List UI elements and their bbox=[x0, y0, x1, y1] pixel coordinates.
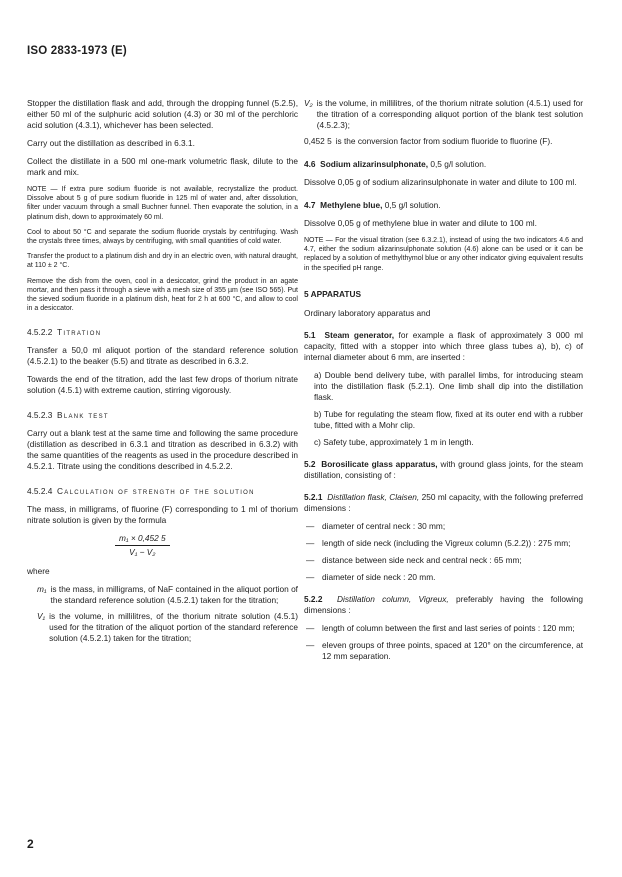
paragraph: Dissolve 0,05 g of methylene blue in water and dilute to 100 ml. bbox=[304, 218, 537, 228]
page-header: ISO 2833-1973 (E) bbox=[27, 45, 127, 57]
note: Cool to about 50 °C and separate the sodium fluoride crystals by centrifuging. Wash the crystals three times, always by centrifuging, with small quantities of cold water. bbox=[27, 228, 298, 246]
paragraph: The mass, in milligrams, of fluorine (F) corresponding to 1 ml of thorium nitrate solution is given by the formula bbox=[27, 504, 298, 526]
list-item: — diameter of central neck : 30 mm; bbox=[306, 520, 446, 531]
where-label: where bbox=[27, 566, 50, 577]
section-heading-521: 5.2.1 Distillation flask, Claisen, 250 ml capacity, with the following preferred dimensions : bbox=[304, 491, 583, 513]
note: Transfer the product to a platinum dish and dry in an electric oven, with natural draught, at 110 ± 2 °C. bbox=[27, 253, 298, 270]
formula bbox=[27, 533, 298, 558]
section-heading-522: 5.2.2 Distillation column, Vigreux, preferably having the following dimensions : bbox=[304, 593, 583, 615]
list-item: — length of side neck (including the Vigreux column (5.2.2)) : 275 mm; bbox=[306, 537, 571, 548]
definition-v2: V₂ is the volume, in millilitres, of the thorium nitrate solution (4.5.1) used for the titration of a corresponding aliquot portion of the blank test solution (4.5.2.3); bbox=[304, 98, 583, 130]
list-item: b) Tube for regulating the steam flow, fixed at its outer end with a rubber tube, fitted with a Mohr clip. bbox=[314, 408, 583, 430]
left-column bbox=[27, 98, 298, 649]
list-item: a) Double bend delivery tube, with parallel limbs, for introducing steam into the distillation flask (5.2.1). One limb shall dip into the distillation flask. bbox=[314, 369, 583, 402]
section-heading-46: 4.6 Sodium alizarinsulphonate, 0,5 g/l solution. bbox=[304, 159, 487, 169]
section-heading-51: 5.1 Steam generator, for example a flask of approximately 3 000 ml capacity, fitted with a stopper into which three glass tubes a), b), c) of internal diameter about 6 mm, are inserted : bbox=[304, 329, 583, 362]
list-item: — distance between side neck and central neck : 65 mm; bbox=[306, 554, 522, 565]
formula-numerator: m₁ × 0,452 5 bbox=[115, 533, 170, 546]
section-heading-4522: 4.5.2.2 Titration bbox=[27, 327, 102, 338]
definition-m1: m₁ is the mass, in milligrams, of NaF contained in the aliquot portion of the standard reference solution (4.5.2.1) taken for the titration; bbox=[37, 584, 298, 606]
formula-denominator: V₁ − V₂ bbox=[129, 547, 156, 558]
list-item: c) Safety tube, approximately 1 m in length. bbox=[314, 436, 474, 447]
paragraph: Dissolve 0,05 g of sodium alizarinsulphonate in water and dilute to 100 ml. bbox=[304, 177, 577, 187]
section-heading-4523: 4.5.2.3 Blank test bbox=[27, 410, 109, 421]
note: NOTE — For the visual titration (see 6.3.2.1), instead of using the two indicators 4.6 and 4.7, either the sodium alizarinsulphonate solution (4.6) alone can be used or it can be replaced by a solution of methylthymol blue or any other indicator giving equivalent results in the specified pH range. bbox=[304, 237, 583, 272]
paragraph: Transfer a 50,0 ml aliquot portion of the standard reference solution (4.5.2.1) to the beaker (5.5) and titrate as described in 6.3.2. bbox=[27, 345, 298, 367]
paragraph: Carry out the distillation as described in 6.3.1. bbox=[27, 138, 195, 148]
formula-fraction bbox=[115, 533, 170, 558]
section-heading-52: 5.2 Borosilicate glass apparatus, with ground glass joints, for the steam distillation, consisting of : bbox=[304, 458, 584, 480]
paragraph: Towards the end of the titration, add the last few drops of thorium nitrate solution (4.5.1) with extreme caution, stirring vigorously. bbox=[27, 374, 298, 396]
paragraph: Stopper the distillation flask and add, through the dropping funnel (5.2.5), either 50 ml of the sulphuric acid solution (4.3) or 30 ml of the perchloric acid solution (4.3.1), whichever has been selected. bbox=[27, 98, 298, 130]
paragraph: Carry out a blank test at the same time and following the same procedure (distillation as described in 6.3.1 and titration as described in 6.3.2) with the same quantities of the reagents as used in the procedure described in 4.5.2.1. Titrate using the conditions described in 4.5.2.2. bbox=[27, 428, 298, 472]
paragraph: Ordinary laboratory apparatus and bbox=[304, 307, 431, 318]
definition-v1: V₁ is the volume, in millilitres, of the thorium nitrate solution (4.5.1) used for the titration of the aliquot portion of the standard reference solution (4.5.2.1) taken for the titration; bbox=[37, 611, 298, 644]
definition-conversion-factor: 0,452 5 is the conversion factor from sodium fluoride to fluorine (F). bbox=[304, 136, 553, 146]
right-column bbox=[304, 98, 583, 668]
section-heading-4524: 4.5.2.4 Calculation of strength of the solution bbox=[27, 486, 255, 497]
list-item: — length of column between the first and last series of points : 120 mm; bbox=[306, 622, 575, 633]
note: NOTE — If extra pure sodium fluoride is not available, recrystallize the product. Dissolve about 5 g of pure sodium fluoride in 125 ml of water and, after dissolution, filter under vacuum through a small Buchner funnel. Then evaporate the solution, in a platinum dish, down to approximately 60 ml. bbox=[27, 186, 298, 221]
list-item: — eleven groups of three points, spaced at 120° on the circumference, at 12 mm separation. bbox=[306, 639, 583, 661]
note: Remove the dish from the oven, cool in a desiccator, grind the product in an agate mortar, and then pass it through a sieve with a mesh size of 355 µm (see ISO 565). Put the sieved sodium fluoride in a platinum dish, heat for 2 h at 600 °C, and allow to cool in a desiccator. bbox=[27, 277, 298, 313]
list-item: — diameter of side neck : 20 mm. bbox=[306, 571, 436, 582]
section-heading-apparatus: 5 APPARATUS bbox=[304, 288, 362, 299]
section-heading-47: 4.7 Methylene blue, 0,5 g/l solution. bbox=[304, 200, 441, 210]
paragraph: Collect the distillate in a 500 ml one-mark volumetric flask, dilute to the mark and mix. bbox=[27, 156, 298, 177]
page-number: 2 bbox=[27, 837, 34, 851]
